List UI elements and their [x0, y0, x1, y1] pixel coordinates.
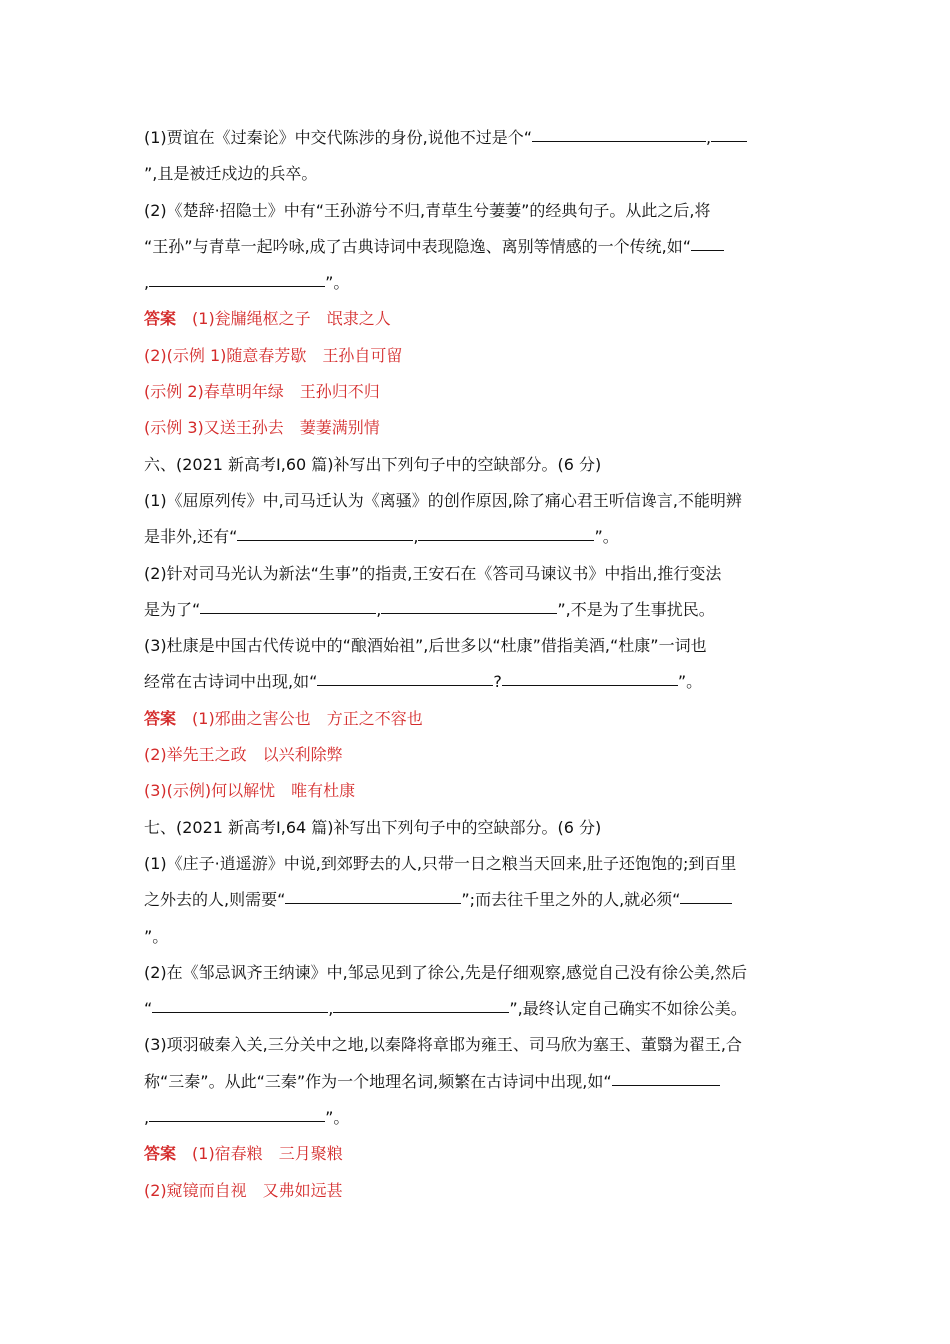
question-line — [144, 664, 808, 700]
fill-in-blank — [152, 1011, 328, 1013]
document-page — [144, 120, 808, 1209]
text-run: 方正之不容也 — [326, 708, 423, 728]
text-run: 氓隶之人 — [326, 309, 391, 329]
text-run: (2)(示例 1)随意春芳歇 — [144, 345, 307, 365]
question-line — [144, 519, 808, 555]
text-run: (3)(示例)何以解忧 — [144, 781, 276, 801]
text-run: ? — [493, 672, 502, 692]
question-line — [144, 265, 808, 301]
question-line — [144, 919, 808, 955]
fill-in-blank — [502, 684, 678, 686]
text-run: ”。 — [325, 1108, 350, 1128]
text-run: ”,最终认定自己确实不如徐公美。 — [509, 999, 747, 1019]
text-run: (1)贾谊在《过秦论》中交代陈涉的身份,说他不过是个“ — [144, 128, 533, 147]
fill-in-blank — [285, 902, 461, 904]
answer-label: 答案 — [144, 708, 177, 728]
fill-in-blank — [711, 140, 747, 142]
question-line — [144, 592, 808, 628]
text-run: , — [328, 999, 334, 1019]
text-run: 王孙自可留 — [322, 345, 403, 365]
text-run: 之外去的人,则需要“ — [144, 890, 286, 910]
text-run: (1)《庄子·逍遥游》中说,到郊野去的人,只带一日之粮当天回来,肚子还饱饱的;到百里 — [144, 853, 737, 873]
text-run: (1)邪曲之害公也 — [192, 708, 311, 728]
text-run: “ — [144, 999, 153, 1019]
question-line — [144, 229, 808, 265]
text-run: (1)宿春粮 — [192, 1144, 263, 1164]
question-line — [144, 628, 808, 664]
text-run: (1)瓮牖绳枢之子 — [192, 309, 311, 329]
text-run: , — [413, 527, 419, 547]
fill-in-blank — [680, 902, 732, 904]
answer-line — [144, 374, 808, 410]
answer-line — [144, 701, 808, 737]
text-run: ”,且是被迁戍边的兵卒。 — [144, 164, 318, 184]
question-line — [144, 846, 808, 882]
text-run: (2)窥镜而自视 — [144, 1180, 247, 1200]
question-line — [144, 991, 808, 1027]
text-run: (2)举先王之政 — [144, 745, 247, 765]
fill-in-blank — [612, 1084, 720, 1086]
answer-line — [144, 1136, 808, 1172]
text-run: ”;而去往千里之外的人,就必须“ — [461, 890, 681, 910]
text-run: ”。 — [594, 527, 619, 547]
text-run: 三月聚粮 — [278, 1144, 343, 1164]
answer-label: 答案 — [144, 309, 177, 329]
fill-in-blank — [333, 1011, 509, 1013]
text-run: 又弗如远甚 — [262, 1180, 343, 1200]
text-run: 经常在古诗词中出现,如“ — [144, 672, 318, 692]
question-line — [144, 120, 808, 156]
text-run: 萋萋满别情 — [299, 418, 380, 438]
question-line — [144, 1027, 808, 1063]
text-run: ”。 — [677, 672, 703, 692]
text-run: (示例 2)春草明年绿 — [144, 382, 284, 402]
answer-line — [144, 410, 808, 446]
text-run: ”。 — [325, 273, 350, 293]
answer-line — [144, 301, 808, 337]
text-run: “王孙”与青草一起吟咏,成了古典诗词中表现隐逸、离别等情感的一个传统,如“ — [144, 236, 692, 256]
text-run: (3)杜康是中国古代传说中的“酿酒始祖”,后世多以“杜康”借指美酒,“杜康”一词也 — [144, 636, 707, 656]
answer-line — [144, 338, 808, 374]
answer-label: 答案 — [144, 1144, 177, 1164]
fill-in-blank — [532, 140, 706, 142]
text-run: 王孙归不归 — [299, 382, 380, 402]
fill-in-blank — [200, 612, 376, 614]
text-run: 唯有杜康 — [291, 781, 356, 801]
text-run: ”,不是为了生事扰民。 — [557, 599, 715, 619]
fill-in-blank — [691, 249, 724, 251]
text-run: (3)项羽破秦入关,三分关中之地,以秦降将章邯为雍王、司马欣为塞王、董翳为翟王,合 — [144, 1035, 742, 1055]
text-run: (2)在《邹忌讽齐王纳谏》中,邹忌见到了徐公,先是仔细观察,感觉自己没有徐公美,然后 — [144, 962, 748, 982]
text-run: , — [144, 1108, 150, 1128]
text-run: 称“三秦”。从此“三秦”作为一个地理名词,频繁在古诗词中出现,如“ — [144, 1071, 612, 1091]
text-run: 是为了“ — [144, 599, 201, 619]
question-line — [144, 556, 808, 592]
text-run: 六、(2021 新高考Ⅰ,60 篇)补写出下列句子中的空缺部分。(6 分) — [144, 454, 602, 474]
text-run: , — [376, 599, 382, 619]
question-line — [144, 447, 808, 483]
question-line — [144, 483, 808, 519]
text-run: (示例 3)又送王孙去 — [144, 418, 284, 438]
fill-in-blank — [149, 1120, 325, 1122]
text-run: ”。 — [144, 926, 169, 946]
fill-in-blank — [149, 285, 325, 287]
text-run: (2)针对司马光认为新法“生事”的指责,王安石在《答司马谏议书》中指出,推行变法 — [144, 563, 722, 583]
question-line — [144, 156, 808, 192]
text-run: 以兴利除弊 — [262, 745, 343, 765]
question-line — [144, 955, 808, 991]
question-line — [144, 810, 808, 846]
question-line — [144, 882, 808, 918]
text-run: , — [706, 128, 712, 147]
question-line — [144, 193, 808, 229]
question-line — [144, 1100, 808, 1136]
fill-in-blank — [237, 539, 413, 541]
text-run: , — [144, 273, 150, 293]
text-run: (1)《屈原列传》中,司马迁认为《离骚》的创作原因,除了痛心君王听信谗言,不能明辨 — [144, 490, 742, 510]
answer-line — [144, 773, 808, 809]
answer-line — [144, 737, 808, 773]
text-run: 七、(2021 新高考Ⅰ,64 篇)补写出下列句子中的空缺部分。(6 分) — [144, 817, 602, 837]
answer-line — [144, 1173, 808, 1209]
fill-in-blank — [381, 612, 557, 614]
text-run: 是非外,还有“ — [144, 527, 238, 547]
fill-in-blank — [317, 684, 493, 686]
text-run: (2)《楚辞·招隐士》中有“王孙游兮不归,青草生兮萋萋”的经典句子。从此之后,将 — [144, 200, 711, 220]
fill-in-blank — [418, 539, 594, 541]
question-line — [144, 1064, 808, 1100]
